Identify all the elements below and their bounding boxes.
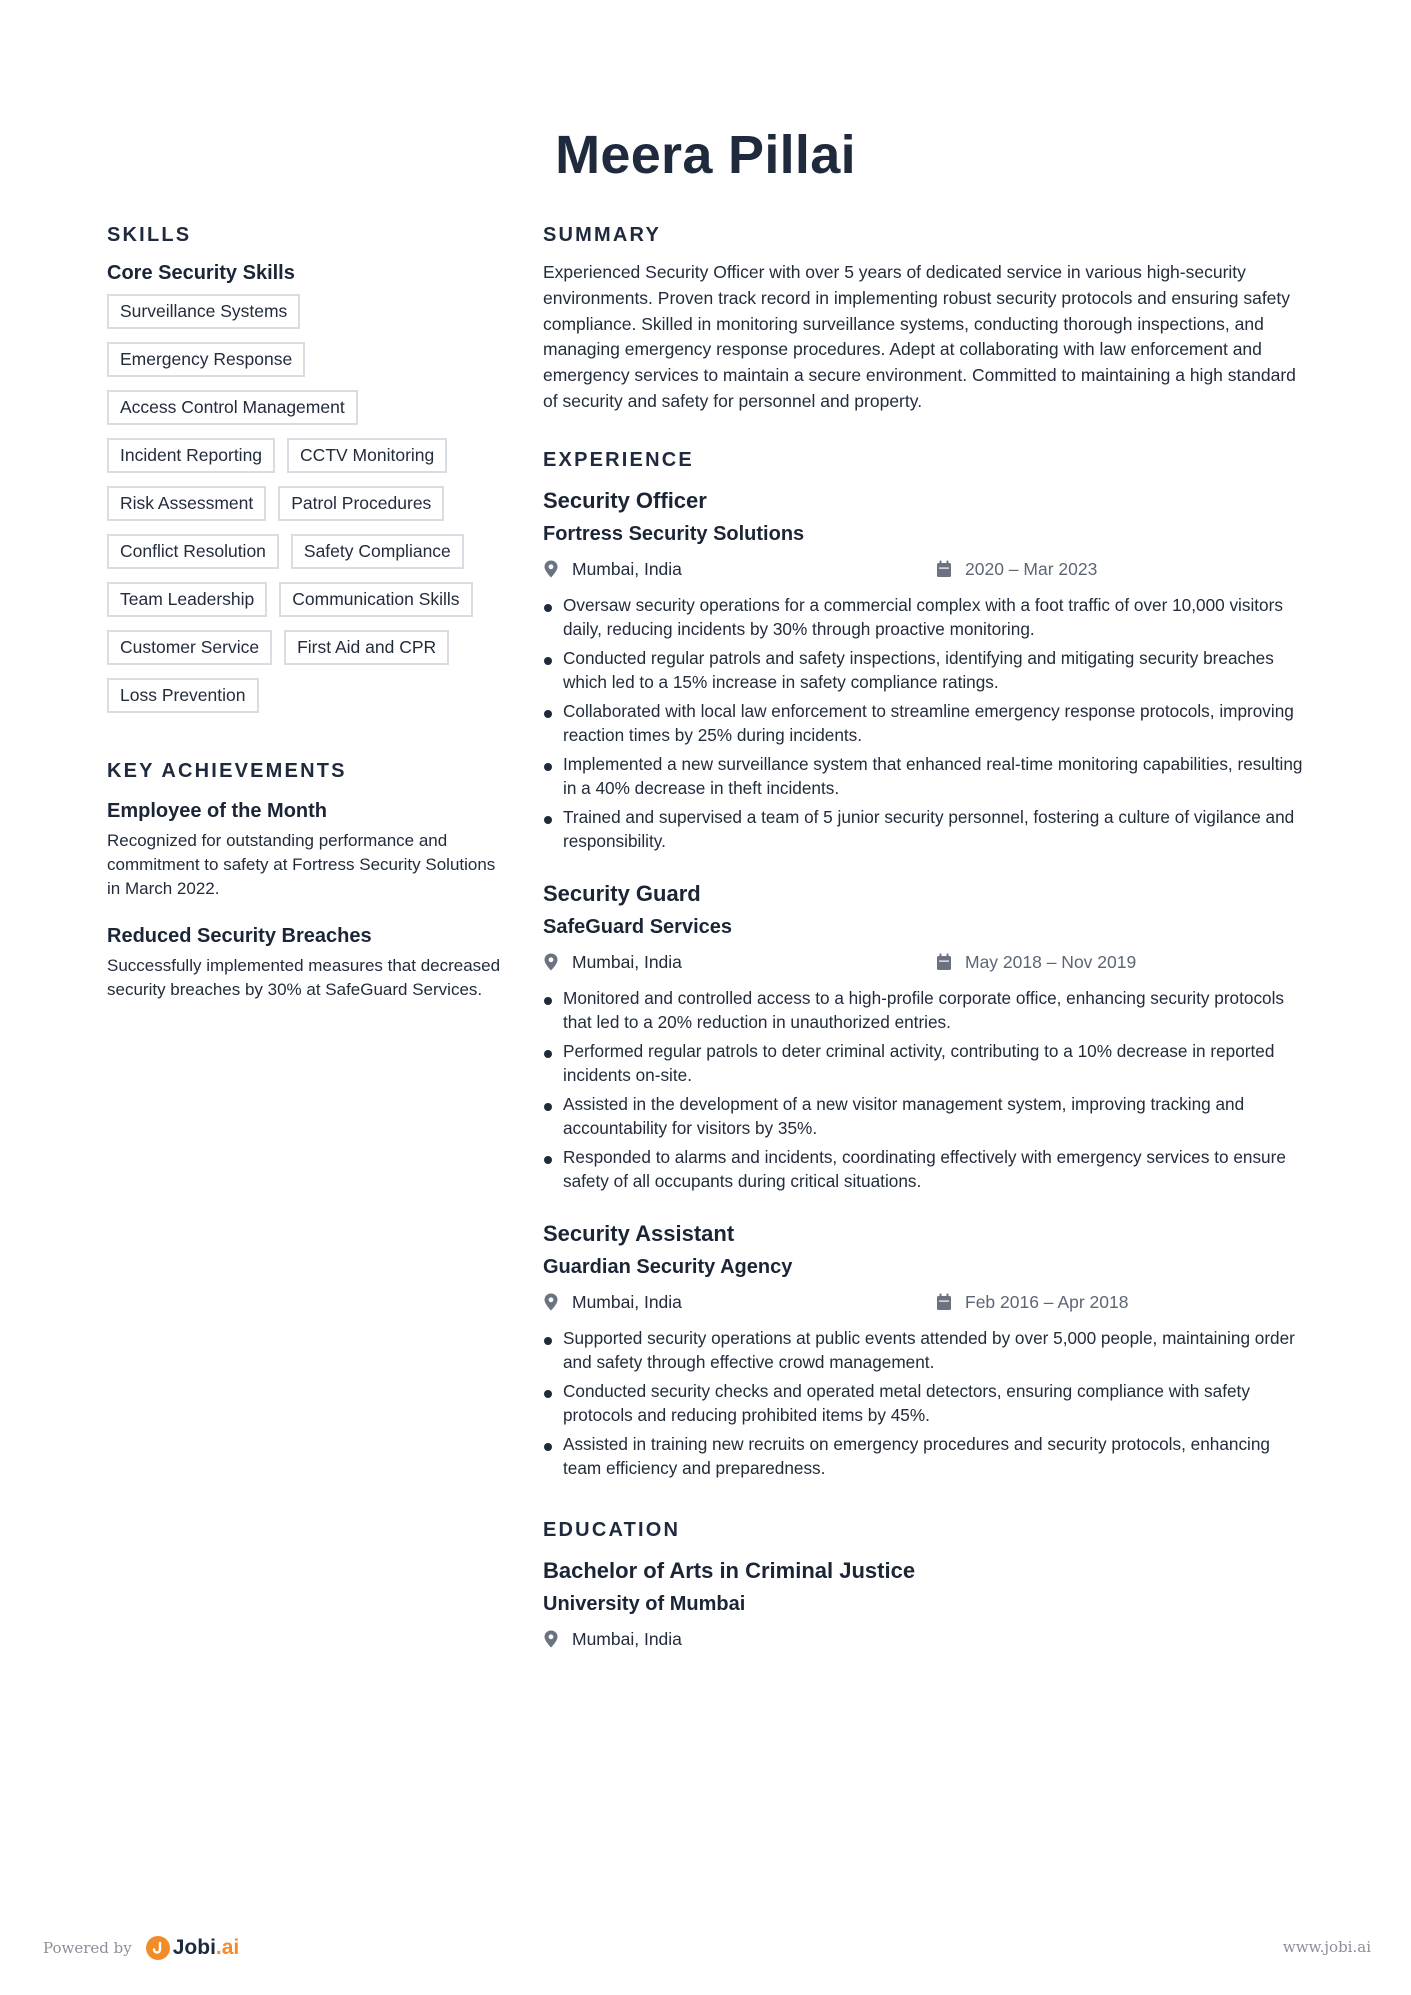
job-bullet: Oversaw security operations for a commercial complex with a foot traffic of over 10,000 visitors daily, reducing incidents by 30% through proactive monitoring.	[543, 593, 1305, 642]
achievement-item	[107, 798, 507, 901]
job-location	[543, 1292, 682, 1313]
skill-tags	[107, 294, 507, 713]
achievement-description: Successfully implemented measures that decreased security breaches by 30% at SafeGuard Services.	[107, 956, 501, 999]
skill-tag: Customer Service	[107, 630, 272, 665]
skill-tag: Team Leadership	[107, 582, 267, 617]
job-bullet: Trained and supervised a team of 5 junior security personnel, fostering a culture of vigilance and responsibility.	[543, 805, 1305, 854]
achievement-title: Reduced Security Breaches	[107, 925, 372, 947]
achievement-item	[107, 923, 507, 1002]
map-pin-icon	[543, 560, 559, 578]
achievements-section	[107, 758, 507, 1002]
education-section	[543, 1517, 1305, 1653]
job-bullet: Conducted regular patrols and safety inspections, identifying and mitigating security breaches which led to a 15% increase in safety compliance ratings.	[543, 646, 1305, 695]
job-location-text: Mumbai, India	[572, 1291, 682, 1312]
skill-tag: CCTV Monitoring	[287, 438, 447, 473]
candidate-name: Meera Pillai	[555, 125, 856, 185]
skills-heading: SKILLS	[107, 224, 192, 246]
job-dates	[936, 1292, 1128, 1313]
job-dates-text: Feb 2016 – Apr 2018	[965, 1291, 1129, 1312]
skill-tag: Patrol Procedures	[278, 486, 444, 521]
skills-group-title: Core Security Skills	[107, 262, 295, 284]
education-location	[543, 1629, 682, 1650]
map-pin-icon	[543, 1293, 559, 1311]
achievements-heading: KEY ACHIEVEMENTS	[107, 760, 347, 782]
company-name: Guardian Security Agency	[543, 1255, 793, 1278]
education-school: University of Mumbai	[543, 1592, 746, 1615]
map-pin-icon	[543, 1630, 559, 1648]
skill-tag: Incident Reporting	[107, 438, 275, 473]
job-bullets	[543, 1326, 1305, 1481]
right-column	[543, 222, 1305, 1653]
education-meta	[543, 1629, 1305, 1653]
summary-heading: SUMMARY	[543, 224, 661, 246]
skill-tag: Safety Compliance	[291, 534, 464, 569]
achievement-title: Employee of the Month	[107, 800, 327, 822]
job-location	[543, 559, 682, 580]
job-bullet: Monitored and controlled access to a high-profile corporate office, enhancing security protocols that led to a 20% reduction in unauthorized entries.	[543, 986, 1305, 1035]
skill-tag: Access Control Management	[107, 390, 358, 425]
job-bullets	[543, 593, 1305, 854]
company-name: Fortress Security Solutions	[543, 522, 805, 545]
job-bullet: Implemented a new surveillance system that enhanced real-time monitoring capabilities, resulting in a 40% decrease in theft incidents.	[543, 752, 1305, 801]
calendar-icon	[936, 560, 952, 578]
job-dates-text: 2020 – Mar 2023	[965, 558, 1098, 579]
job-title: Security Officer	[543, 487, 707, 513]
skill-tag: Surveillance Systems	[107, 294, 300, 329]
job-bullet: Assisted in the development of a new visitor management system, improving tracking and accountability for visitors by 35%.	[543, 1092, 1305, 1141]
brand-main: Jobi	[172, 1936, 216, 1959]
job-bullet: Conducted security checks and operated metal detectors, ensuring compliance with safety protocols and reducing prohibited items by 45%.	[543, 1379, 1305, 1428]
company-name: SafeGuard Services	[543, 915, 732, 938]
job-dates-text: May 2018 – Nov 2019	[965, 951, 1137, 972]
skills-section	[107, 222, 507, 713]
education-location-text: Mumbai, India	[572, 1628, 682, 1649]
job-bullet: Performed regular patrols to deter criminal activity, contributing to a 10% decrease in reported incidents on-site.	[543, 1039, 1305, 1088]
job-bullet: Responded to alarms and incidents, coordinating effectively with emergency services to ensure safety of all occupants during critical situations.	[543, 1145, 1305, 1194]
summary-section	[543, 222, 1305, 415]
job-entry	[543, 1220, 1305, 1481]
calendar-icon	[936, 1293, 952, 1311]
job-location	[543, 952, 682, 973]
job-dates	[936, 559, 1097, 580]
job-meta	[543, 559, 1305, 583]
education-heading: EDUCATION	[543, 1518, 681, 1541]
brand-suffix: .ai	[215, 1936, 240, 1959]
job-bullet: Supported security operations at public events attended by over 5,000 people, maintaining order and safety through effective crowd management.	[543, 1326, 1305, 1375]
powered-by	[43, 1936, 239, 1960]
job-location-text: Mumbai, India	[572, 951, 682, 972]
jobi-logo-icon	[146, 1936, 170, 1960]
job-meta	[543, 1292, 1305, 1316]
skill-tag: Loss Prevention	[107, 678, 259, 713]
left-column	[107, 222, 507, 1002]
skill-tag: Emergency Response	[107, 342, 305, 377]
job-entry	[543, 880, 1305, 1194]
skill-tag: Conflict Resolution	[107, 534, 279, 569]
skill-tag: First Aid and CPR	[284, 630, 449, 665]
summary-text: Experienced Security Officer with over 5 years of dedicated service in various high-security environments. Proven track record in implementing robust security protocols and ensuring safety compliance. Skilled in monitoring surveillance systems, conducting thorough inspections, and managing emergency response procedures. Adept at collaborating with law enforcement and emergency services to maintain a secure environment. Committed to maintaining a high standard of security and safety for personnel and property.	[543, 262, 1296, 411]
experience-section	[543, 447, 1305, 1481]
calendar-icon	[936, 953, 952, 971]
job-title: Security Assistant	[543, 1220, 735, 1246]
achievement-description: Recognized for outstanding performance and commitment to safety at Fortress Security Solutions in March 2022.	[107, 831, 496, 898]
powered-by-label: Powered by	[43, 1939, 132, 1957]
experience-heading: EXPERIENCE	[543, 448, 694, 471]
job-meta	[543, 952, 1305, 976]
website-link[interactable]: www.jobi.ai	[1282, 1938, 1371, 1956]
brand-name[interactable]	[173, 1936, 240, 1960]
job-bullet: Assisted in training new recruits on emergency procedures and security protocols, enhancing team efficiency and preparedness.	[543, 1432, 1305, 1481]
job-title: Security Guard	[543, 880, 701, 906]
map-pin-icon	[543, 953, 559, 971]
job-location-text: Mumbai, India	[572, 558, 682, 579]
job-bullets	[543, 986, 1305, 1194]
skill-tag: Communication Skills	[279, 582, 472, 617]
skill-tag: Risk Assessment	[107, 486, 266, 521]
education-degree: Bachelor of Arts in Criminal Justice	[543, 1557, 916, 1583]
job-bullet: Collaborated with local law enforcement to streamline emergency response protocols, improving reaction times by 25% during incidents.	[543, 699, 1305, 748]
job-list	[543, 487, 1305, 1481]
job-dates	[936, 952, 1136, 973]
job-entry	[543, 487, 1305, 854]
